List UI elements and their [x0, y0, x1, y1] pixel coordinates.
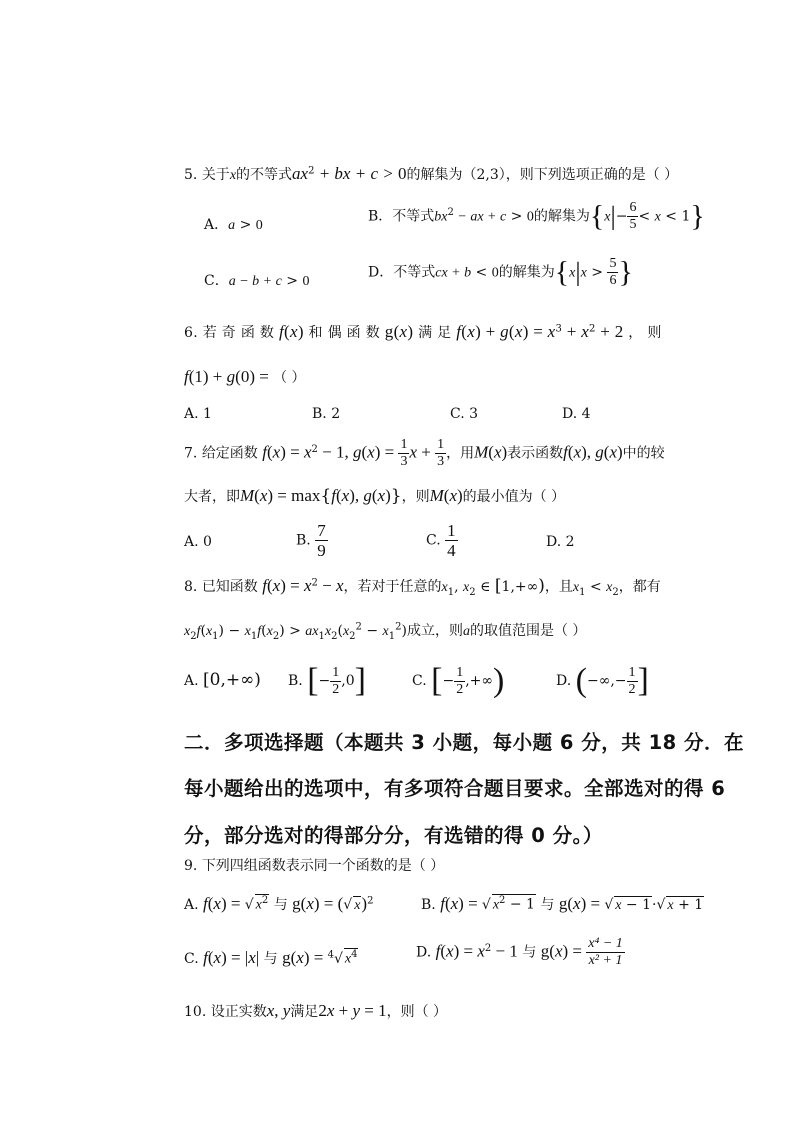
- q5-option-a: A．a > 0: [204, 217, 263, 233]
- q8-option-b: B. [− $\frac{1}{2}$ ,0]: [288, 662, 366, 699]
- q7-stem-line2: 大者，即M(x) = max{f(x), g(x)}，则M(x)的最小值为（ ）: [184, 486, 566, 506]
- q9-option-c: C. f(x) = |x| 与 g(x) = $^4$√ $x^4$: [184, 948, 358, 967]
- q9-option-d: D. $f(x) = x^2 - 1$ 与 g(x) = $\frac{\text{x⁴ − 1}}{\text{x² + 1}}$: [416, 936, 623, 968]
- q10-stem: 10. 设正实数x, y满足2x + y = 1，则（ ）: [184, 1001, 448, 1020]
- q8-option-a: A. [0,+∞): [184, 670, 261, 690]
- q6-option-c: C. 3: [450, 406, 479, 422]
- q6-option-d: D. 4: [562, 406, 591, 422]
- q6-option-b: B. 2: [312, 406, 341, 422]
- q9-option-a: A. f(x) = √ $x^2$ 与 g(x) = (√ x)$^2$: [184, 894, 374, 913]
- q7-option-b: B. $\frac{7}{9}$: [296, 521, 326, 560]
- q5-option-b: B．不等式$bx^2$ − ax + c > 0的解集为{x|− $\frac{6}{5}$ < x < 1}: [368, 199, 705, 233]
- q6-option-a: A. 1: [184, 406, 212, 422]
- q9-option-b: B. f(x) = √ $x^2 - 1$ 与 g(x) = √ x − 1·√ x + 1: [421, 894, 704, 913]
- q7-option-d: D. 2: [546, 534, 575, 550]
- q9-stem: 9. 下列四组函数表示同一个函数的是（ ）: [184, 858, 445, 874]
- section-title-line1: 二．多项选择题（本题共 3 小题，每小题 6 分，共 18 分．在: [184, 731, 745, 754]
- q7-option-a: A. 0: [184, 534, 212, 550]
- q6-stem-line2: f(1) + g(0) = （ ）: [184, 367, 306, 386]
- q6-stem: 6. 若 奇 函 数 f(x) 和 偶 函 数 g(x) 满 足 $f(x) + g(x) = x^3 + x^2 + 2$ ， 则: [184, 322, 662, 341]
- q7-option-c: C. $\frac{1}{4}$: [426, 521, 456, 560]
- q8-option-d: D. (−∞,− $\frac{1}{2}$ ]: [556, 662, 649, 699]
- q8-option-c: C. [− $\frac{1}{2}$ ,+∞): [412, 662, 505, 699]
- q5-stem: 5. 关于x的不等式$ax^2$ + bx + c > 0的解集为（2,3），则下列选项正确的是（ ）: [184, 164, 679, 183]
- section-title-line3: 分，部分选对的得部分分，有选错的得 0 分。）: [184, 824, 603, 847]
- q8-stem: 8. 已知函数 $f(x) = x^2 - x$，若对于任意的$x_1$, $x_2$ ∈ [1,+∞)，且$x_1 < x_2$，都有: [184, 576, 661, 598]
- q8-options: [184, 664, 664, 706]
- q7-stem: 7. 给定函数 $f(x) = x^2 - 1$, g(x) = $\frac{1}{3}$ x + $\frac{1}{3}$ ，用M(x)表示函数f(x), g(x)中的较: [184, 437, 665, 469]
- q7-options: [184, 522, 624, 566]
- q5-option-c: C．a − b + c > 0: [204, 273, 310, 289]
- q5-option-d: D．不等式cx + b < 0的解集为{x|x > $\frac{5}{6}$ }: [368, 255, 633, 289]
- section-title-line2: 每小题给出的选项中，有多项符合题目要求。全部选对的得 6: [184, 777, 726, 800]
- q8-stem-line2: $x_2f(x_1) - x_1f(x_2) > ax_1x_2(x_2^2 - x_1^2)$成立，则a的取值范围是（ ）: [184, 621, 587, 642]
